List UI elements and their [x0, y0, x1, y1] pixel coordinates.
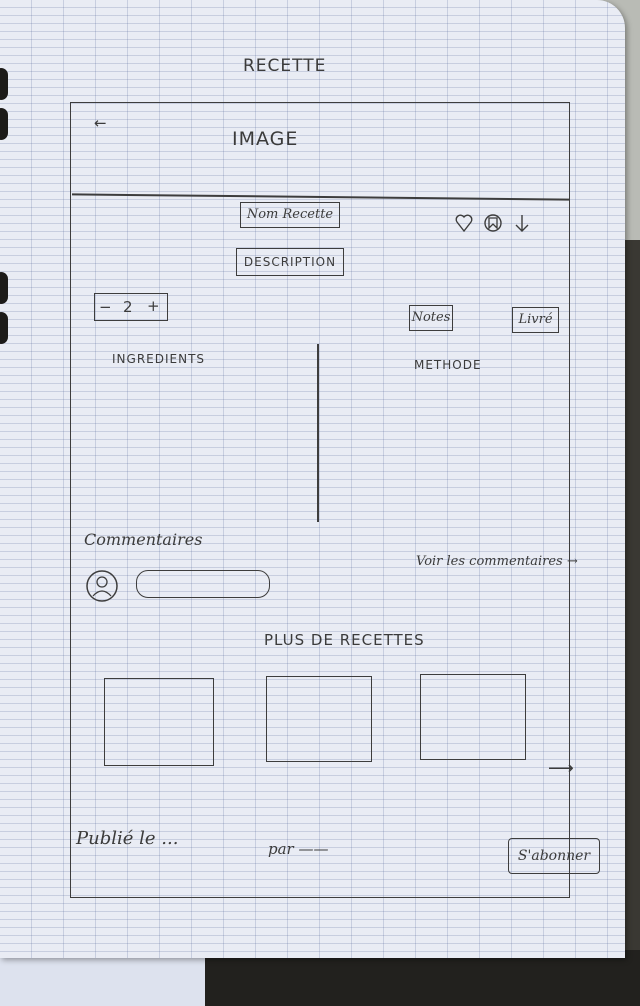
comments-heading: Commentaires [84, 530, 203, 549]
recipe-name-box: Nom Recette [240, 202, 340, 228]
back-arrow-icon[interactable]: ← [94, 114, 108, 132]
recipe-thumbnail[interactable] [420, 674, 526, 760]
binder-hole [0, 108, 8, 140]
comment-input[interactable] [136, 570, 270, 598]
user-icon [84, 568, 120, 604]
servings-value: 2 [123, 298, 134, 316]
recipe-action-icons [455, 212, 535, 234]
recipe-description-box: DESCRIPTION [236, 248, 344, 276]
see-all-comments-link[interactable]: Voir les commentaires → [416, 554, 578, 569]
recipe-thumbnail[interactable] [266, 676, 372, 762]
ingredients-heading: INGREDIENTS [112, 352, 206, 366]
servings-plus-button[interactable]: + [147, 297, 161, 315]
bookmark-icon[interactable] [485, 215, 501, 231]
binder-hole [0, 272, 8, 304]
heart-icon[interactable] [456, 215, 472, 231]
binder-hole [0, 68, 8, 100]
method-heading: METHODE [414, 358, 482, 372]
published-date: Publié le ... [76, 828, 179, 849]
paper-underneath [0, 955, 205, 1006]
done-button[interactable]: Livré [512, 307, 559, 333]
more-recipes-heading: PLUS DE RECETTES [264, 631, 425, 649]
notes-button[interactable]: Notes [409, 305, 453, 331]
ingredients-method-divider [317, 344, 319, 522]
recipe-thumbnail[interactable] [104, 678, 214, 766]
subscribe-button[interactable]: S'abonner [508, 838, 600, 874]
hero-image-label: IMAGE [232, 128, 299, 150]
download-icon[interactable] [516, 215, 528, 231]
servings-minus-button[interactable]: − [99, 298, 113, 316]
binder-hole [0, 312, 8, 344]
servings-stepper [94, 293, 168, 321]
author-label: par —— [268, 840, 329, 858]
page-title: RECETTE [243, 56, 327, 76]
next-arrow-icon[interactable]: ⟶ [548, 758, 575, 779]
